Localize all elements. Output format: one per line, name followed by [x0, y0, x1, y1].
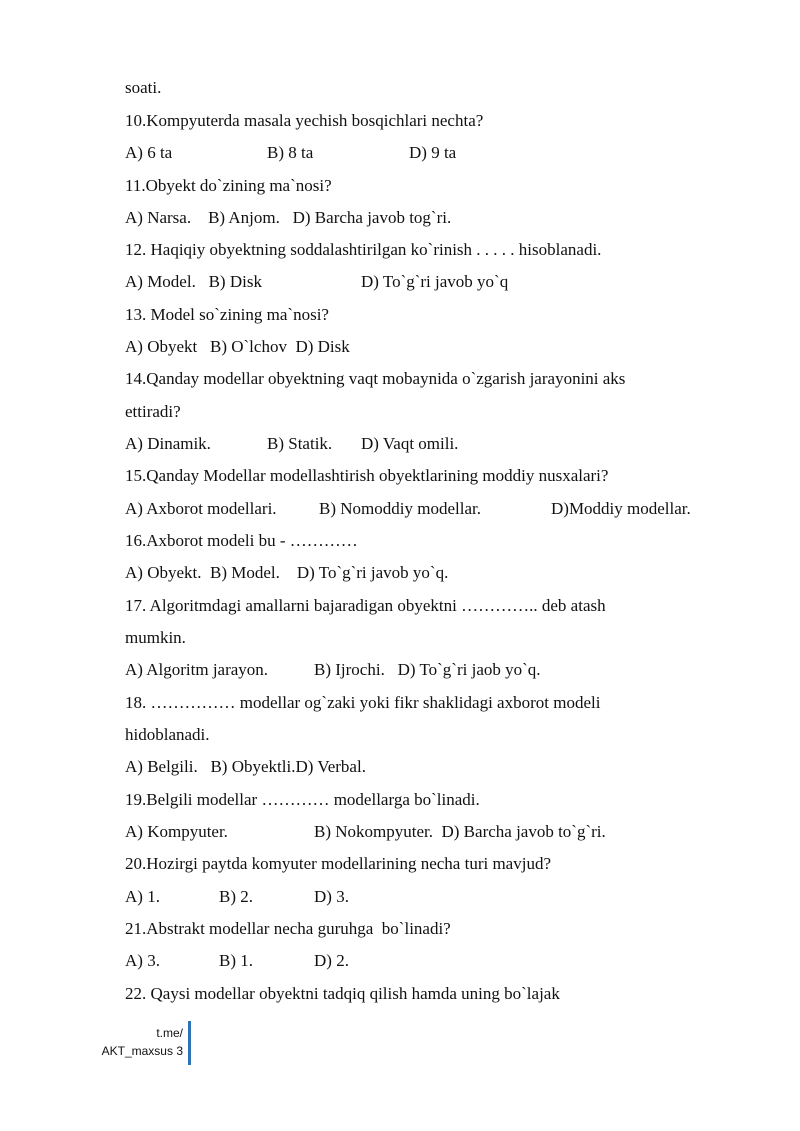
answer-a: A) Dinamik.	[125, 434, 211, 453]
answer-a: A) Algoritm jarayon.	[125, 660, 269, 679]
answers-17-bd: B) Ijrochi. D) To`g`ri jaob yo`q.	[314, 660, 541, 679]
answer-a: A) Axborot modellari.	[125, 499, 277, 518]
question-20: 20.Hozirgi paytda komyuter modellarining necha turi mavjud?	[125, 854, 551, 873]
question-13: 13. Model so`zining ma`nosi?	[125, 305, 329, 324]
question-17-cont: mumkin.	[125, 628, 186, 647]
answers-18: A) Belgili. B) Obyektli.D) Verbal.	[125, 757, 366, 776]
question-10: 10.Kompyuterda masala yechish bosqichlari nechta?	[125, 111, 484, 130]
answer-b: B) 1.	[219, 951, 253, 970]
answer-b: B) Statik.	[267, 434, 333, 453]
answer-a: A) Kompyuter.	[125, 822, 228, 841]
footer-page-label: AKT_maxsus 3	[101, 1044, 183, 1058]
question-12: 12. Haqiqiy obyektning soddalashtirilgan ko`rinish . . . . . hisoblanadi.	[125, 240, 602, 259]
page-footer	[102, 1024, 183, 1060]
answers-16: A) Obyekt. B) Model. D) To`g`ri javob yo`q.	[125, 563, 449, 582]
question-18-cont: hidoblanadi.	[125, 725, 210, 744]
answer-a: A) 6 ta	[125, 143, 173, 162]
answer-d: D) To`g`ri javob yo`q	[361, 272, 509, 291]
answer-d: D) Vaqt omili.	[361, 434, 459, 453]
question-17: 17. Algoritmdagi amallarni bajaradigan obyektni ………….. deb atash	[125, 596, 606, 615]
answer-d: D) 3.	[314, 887, 349, 906]
question-15: 15.Qanday Modellar modellashtirish obyektlarining moddiy nusxalari?	[125, 466, 609, 485]
answer-d: D) 9 ta	[409, 143, 457, 162]
answer-d: D) 2.	[314, 951, 349, 970]
question-11: 11.Obyekt do`zining ma`nosi?	[125, 176, 332, 195]
answers-11: A) Narsa. B) Anjom. D) Barcha javob tog`ri.	[125, 208, 452, 227]
question-22: 22. Qaysi modellar obyektni tadqiq qilish hamda uning bo`lajak	[125, 984, 560, 1003]
question-14: 14.Qanday modellar obyektning vaqt mobaynida o`zgarish jarayonini aks	[125, 369, 626, 388]
question-19: 19.Belgili modellar ………… modellarga bo`linadi.	[125, 790, 480, 809]
question-14-cont: ettiradi?	[125, 402, 181, 421]
answer-d: D)Moddiy modellar.	[551, 499, 691, 518]
answers-13: A) Obyekt B) O`lchov D) Disk	[125, 337, 350, 356]
answer-b: B) 8 ta	[267, 143, 314, 162]
answer-a: A) 3.	[125, 951, 160, 970]
question-16: 16.Axborot modeli bu - …………	[125, 531, 358, 550]
answers-12-ab: A) Model. B) Disk	[125, 272, 262, 291]
question-18: 18. …………… modellar og`zaki yoki fikr shaklidagi axborot modeli	[125, 693, 601, 712]
answer-b: B) Nomoddiy modellar.	[319, 499, 481, 518]
footer-divider	[188, 1021, 191, 1065]
answer-a: A) 1.	[125, 887, 160, 906]
footer-link: t.me/	[156, 1026, 183, 1040]
question-21: 21.Abstrakt modellar necha guruhga bo`linadi?	[125, 919, 451, 938]
answers-19-bd: B) Nokompyuter. D) Barcha javob to`g`ri.	[314, 822, 606, 841]
answer-b: B) 2.	[219, 887, 253, 906]
text-line: soati.	[125, 78, 162, 97]
